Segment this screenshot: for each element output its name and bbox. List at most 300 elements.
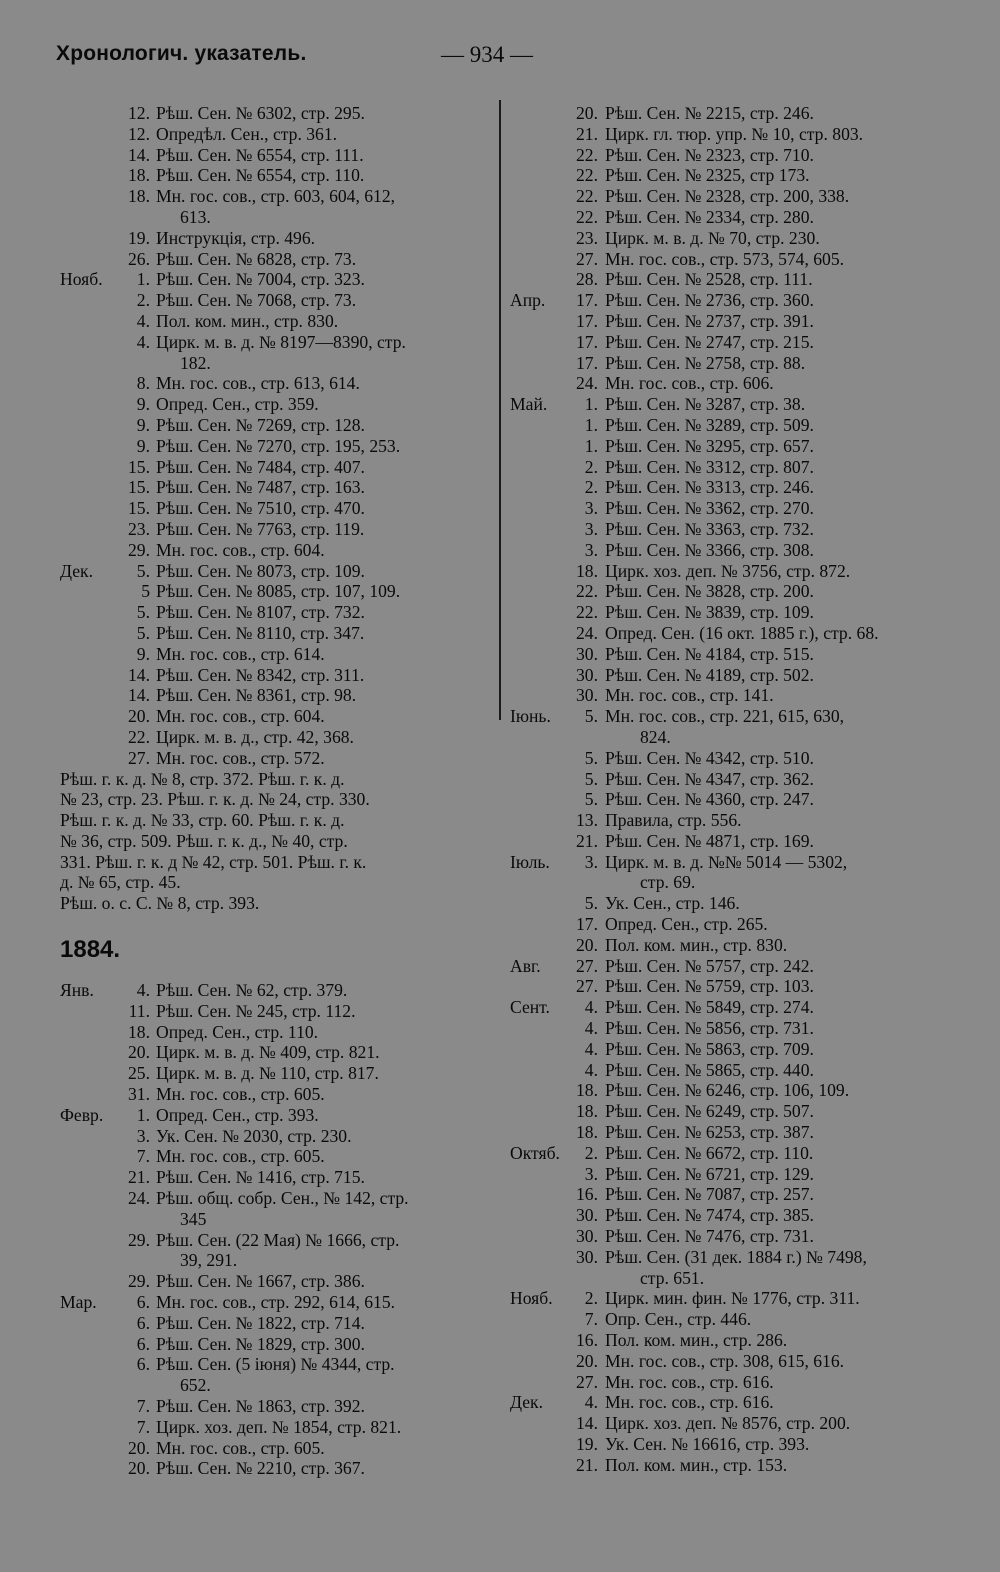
- entry-text: Рѣш. Сен. № 7270, стр. 195, 253.: [156, 435, 401, 456]
- entry-text: Рѣш. Сен. № 7763, стр. 119.: [156, 518, 365, 539]
- day-number: 15.: [128, 456, 150, 477]
- entry-text: Рѣш. Сен. № 5863, стр. 709.: [605, 1038, 814, 1059]
- entry-row: [60, 644, 500, 665]
- entry-row: [60, 540, 500, 561]
- day-number: 24.: [576, 622, 598, 643]
- day-number: 1.: [584, 394, 598, 415]
- day-number: 30.: [576, 1226, 598, 1247]
- entry-text: Рѣш. Сен. № 3289, стр. 509.: [605, 414, 814, 435]
- entry-text: Рѣш. Сен. № 7004, стр. 323.: [156, 269, 365, 290]
- day-number: 25.: [128, 1063, 150, 1084]
- entry-text: 652.: [180, 1375, 211, 1396]
- entry-text: Цирк. м. в. д., стр. 42, 368.: [156, 726, 354, 747]
- day-number: 22.: [128, 726, 150, 747]
- entry-text: Цирк. м. в. д. № 409, стр. 821.: [156, 1042, 380, 1063]
- paragraph-line: № 23, стр. 23. Рѣш. г. к. д. № 24, стр. 330.: [60, 789, 370, 810]
- entry-text: Рѣш. Сен. (22 Мая) № 1666, стр.: [156, 1229, 400, 1250]
- day-number: 7.: [584, 1309, 598, 1330]
- day-number: 1.: [584, 414, 598, 435]
- day-number: 3.: [584, 498, 598, 519]
- entry-row: [510, 1309, 950, 1330]
- day-number: 28.: [576, 269, 598, 290]
- entry-row: [60, 498, 500, 519]
- day-number: 6.: [136, 1333, 150, 1354]
- entry-text: Рѣш. Сен. № 2210, стр. 367.: [156, 1458, 365, 1479]
- entry-continuation: [60, 1250, 500, 1271]
- entry-row: [60, 1126, 500, 1147]
- entry-row: [510, 914, 950, 935]
- entry-text: Мн. гос. сов., стр. 605.: [156, 1437, 325, 1458]
- day-number: 18.: [128, 186, 150, 207]
- entry-text: Рѣш. Сен. № 1667, стр. 386.: [156, 1271, 365, 1292]
- entry-text: Цирк. м. в. д. № 70, стр. 230.: [605, 227, 820, 248]
- entry-text: Рѣш. Сен. № 3366, стр. 308.: [605, 539, 814, 560]
- day-number: 5.: [584, 789, 598, 810]
- entry-row: [510, 207, 950, 228]
- day-number: 23.: [128, 518, 150, 539]
- entry-text: Рѣш. Сен. № 6721, стр. 129.: [605, 1163, 814, 1184]
- entry-row: [60, 332, 500, 353]
- month-label: Іюнь.: [510, 706, 551, 727]
- entry-text: Рѣш. Сен. № 1829, стр. 300.: [156, 1333, 365, 1354]
- entry-text: Рѣш. Сен. № 4871, стр. 169.: [605, 830, 814, 851]
- day-number: 27.: [128, 747, 150, 768]
- right-column: [510, 103, 950, 1476]
- entry-text: Мн. гос. сов., стр. 573, 574, 605.: [605, 248, 845, 269]
- day-number: 20.: [576, 103, 598, 123]
- entry-text: Рѣш. Сен. № 5856, стр. 731.: [605, 1018, 814, 1039]
- entry-text: 182.: [180, 352, 211, 373]
- day-number: 21.: [576, 123, 598, 144]
- entry-row: [510, 1143, 950, 1164]
- entry-text: Мн. гос. сов., стр. 613, 614.: [156, 373, 360, 394]
- entry-row: [510, 1122, 950, 1143]
- entry-text: Рѣш. Сен. № 2737, стр. 391.: [605, 310, 814, 331]
- entry-continuation: [60, 1209, 500, 1230]
- day-number: 27.: [576, 976, 598, 997]
- left-entries-1883: [60, 103, 500, 769]
- day-number: 18.: [576, 1080, 598, 1101]
- day-number: 3.: [136, 1125, 150, 1146]
- entry-row: [60, 394, 500, 415]
- day-number: 21.: [576, 830, 598, 851]
- entry-text: Рѣш. Сен. № 7068, стр. 73.: [156, 290, 357, 311]
- entry-continuation: [60, 353, 500, 374]
- entry-row: [510, 1018, 950, 1039]
- day-number: 5.: [136, 560, 150, 581]
- entry-row: [60, 1188, 500, 1209]
- entry-row: [60, 1063, 500, 1084]
- day-number: 4.: [584, 1018, 598, 1039]
- entry-row: [60, 685, 500, 706]
- entry-text: Пол. ком. мин., стр. 153.: [605, 1454, 788, 1475]
- entry-text: Рѣш. Сен. № 8107, стр. 732.: [156, 602, 365, 623]
- entry-text: Рѣш. Сен. № 7087, стр. 257.: [605, 1184, 814, 1205]
- day-number: 1.: [136, 269, 150, 290]
- entry-text: Цирк. гл. тюр. упр. № 10, стр. 803.: [605, 123, 864, 144]
- day-number: 11.: [128, 1000, 150, 1021]
- entry-row: [60, 457, 500, 478]
- entry-row: [510, 457, 950, 478]
- month-label: Сент.: [510, 997, 550, 1018]
- day-number: 9.: [136, 414, 150, 435]
- entry-row: [510, 1288, 950, 1309]
- entry-row: [60, 436, 500, 457]
- day-number: 22.: [576, 144, 598, 165]
- day-number: 3.: [584, 851, 598, 872]
- entry-text: Опред. Сен., стр. 110.: [156, 1021, 319, 1042]
- paragraph-line: № 36, стр. 509. Рѣш. г. к. д., № 40, стр.: [60, 830, 348, 851]
- day-number: 5.: [584, 706, 598, 727]
- entry-text: Рѣш. Сен. № 3363, стр. 732.: [605, 518, 814, 539]
- entry-text: Рѣш. Сен. № 5759, стр. 103.: [605, 976, 814, 997]
- day-number: 5.: [136, 622, 150, 643]
- entry-row: [60, 145, 500, 166]
- entry-row: [510, 602, 950, 623]
- entry-text: Рѣш. Сен. № 245, стр. 112.: [156, 1000, 356, 1021]
- entry-continuation: [510, 872, 950, 893]
- month-label: Апр.: [510, 290, 546, 311]
- entry-text: Мн. гос. сов., стр. 605.: [156, 1084, 325, 1105]
- day-number: 6.: [136, 1292, 150, 1313]
- entry-text: Рѣш. Сен. № 3839, стр. 109.: [605, 602, 814, 623]
- month-label: Май.: [510, 394, 548, 415]
- entry-text: Мн. гос. сов., стр. 308, 615, 616.: [605, 1350, 845, 1371]
- entry-text: Рѣш. Сен. № 2325, стр 173.: [605, 165, 810, 186]
- entry-row: [60, 373, 500, 394]
- entry-row: [60, 980, 500, 1001]
- day-number: 3.: [584, 539, 598, 560]
- day-number: 31.: [128, 1084, 150, 1105]
- day-number: 26.: [128, 248, 150, 269]
- entry-row: [510, 1330, 950, 1351]
- entry-text: Ук. Сен. № 16616, стр. 393.: [605, 1434, 810, 1454]
- entry-row: [510, 1392, 950, 1413]
- entry-text: Пол. ком. мин., стр. 286.: [605, 1330, 788, 1351]
- entry-text: Правила, стр. 556.: [605, 810, 742, 831]
- day-number: 18.: [128, 1021, 150, 1042]
- month-label: Дек.: [510, 1392, 543, 1413]
- entry-row: [510, 623, 950, 644]
- month-label: Дек.: [60, 560, 93, 581]
- entry-text: Рѣш. Сен. № 4360, стр. 247.: [605, 789, 814, 810]
- day-number: 22.: [576, 186, 598, 207]
- entry-row: [60, 1146, 500, 1167]
- day-number: 21.: [128, 1167, 150, 1188]
- entry-row: [510, 436, 950, 457]
- entry-text: Рѣш. Сен. № 8342, стр. 311.: [156, 664, 365, 685]
- left-column: [60, 103, 500, 1479]
- day-number: 7.: [136, 1146, 150, 1167]
- entry-text: 824.: [640, 726, 671, 747]
- entry-row: [60, 1084, 500, 1105]
- day-number: 19.: [576, 1434, 598, 1454]
- day-number: 20.: [128, 1458, 150, 1479]
- entry-row: [510, 1205, 950, 1226]
- entry-row: [510, 373, 950, 394]
- entry-row: [60, 1396, 500, 1417]
- paragraph-line: д. № 65, стр. 45.: [60, 872, 181, 893]
- entry-row: [510, 540, 950, 561]
- page-number: — 934 —: [441, 42, 533, 67]
- day-number: 17.: [576, 290, 598, 311]
- entry-row: [60, 1313, 500, 1334]
- entry-text: Ук. Сен. № 2030, стр. 230.: [156, 1125, 352, 1146]
- entry-row: [510, 519, 950, 540]
- entry-continuation: [510, 727, 950, 748]
- entry-text: Рѣш. Сен. № 2328, стр. 200, 338.: [605, 186, 850, 207]
- entry-row: [510, 706, 950, 727]
- day-number: 29.: [128, 1271, 150, 1292]
- entry-row: [60, 1417, 500, 1438]
- entry-text: Рѣш. Сен. № 6672, стр. 110.: [605, 1142, 814, 1163]
- entry-row: [60, 623, 500, 644]
- entry-text: Мн. гос. сов., стр. 604.: [156, 539, 325, 560]
- entry-row: [510, 269, 950, 290]
- entry-text: Рѣш. Сен. № 6302, стр. 295.: [156, 103, 365, 123]
- entry-text: Мн. гос. сов., стр. 221, 615, 630,: [605, 706, 845, 727]
- right-entries: [510, 103, 950, 1476]
- entry-row: [510, 644, 950, 665]
- day-number: 9.: [136, 394, 150, 415]
- day-number: 4.: [584, 1392, 598, 1413]
- entry-row: [60, 1354, 500, 1375]
- entry-row: [510, 1080, 950, 1101]
- day-number: 20.: [576, 934, 598, 955]
- entry-row: [60, 1042, 500, 1063]
- entry-continuation: [60, 207, 500, 228]
- entry-text: Рѣш. Сен. № 6554, стр. 111.: [156, 144, 364, 165]
- day-number: 8.: [136, 373, 150, 394]
- day-number: 7.: [136, 1416, 150, 1437]
- day-number: 14.: [128, 144, 150, 165]
- day-number: 4.: [584, 1059, 598, 1080]
- paragraph-line: Рѣш. о. с. С. № 8, стр. 393.: [60, 893, 260, 914]
- entry-row: [60, 727, 500, 748]
- entry-row: [60, 665, 500, 686]
- entry-row: [510, 1351, 950, 1372]
- entry-text: Рѣш. Сен. № 5865, стр. 440.: [605, 1059, 814, 1080]
- day-number: 4.: [136, 310, 150, 331]
- entry-text: Мн. гос. сов., стр. 141.: [605, 685, 774, 706]
- day-number: 5.: [584, 768, 598, 789]
- entry-text: 39, 291.: [180, 1250, 238, 1271]
- entry-text: Рѣш. Сен. № 62, стр. 379.: [156, 980, 348, 1001]
- entry-text: Пол. ком. мин., стр. 830.: [605, 934, 788, 955]
- entry-row: [510, 145, 950, 166]
- entry-text: Рѣш. Сен. № 3362, стр. 270.: [605, 498, 814, 519]
- entry-text: стр. 651.: [640, 1267, 705, 1288]
- entry-row: [60, 581, 500, 602]
- entry-row: [510, 249, 950, 270]
- entry-text: Цирк. м. в. д. № 110, стр. 817.: [156, 1063, 379, 1084]
- paragraph-line: 331. Рѣш. г. к. д № 42, стр. 501. Рѣш. г. к.: [60, 851, 367, 872]
- day-number: 12.: [128, 123, 150, 144]
- entry-row: [510, 290, 950, 311]
- entry-row: [510, 935, 950, 956]
- entry-text: Рѣш. Сен. № 2747, стр. 215.: [605, 331, 814, 352]
- entry-row: [510, 311, 950, 332]
- day-number: 18.: [576, 560, 598, 581]
- entry-row: [60, 1167, 500, 1188]
- page-header: [56, 38, 576, 78]
- day-number: 29.: [128, 539, 150, 560]
- day-number: 13.: [576, 810, 598, 831]
- entry-text: Рѣш. Сен. № 3828, стр. 200.: [605, 581, 814, 602]
- day-number: 14.: [576, 1413, 598, 1434]
- day-number: 24.: [576, 373, 598, 394]
- entry-text: Рѣш. Сен. № 4184, стр. 515.: [605, 643, 814, 664]
- day-number: 20.: [128, 706, 150, 727]
- day-number: 15.: [128, 498, 150, 519]
- entry-row: [510, 1247, 950, 1268]
- day-number: 20.: [128, 1437, 150, 1458]
- entry-text: Опред. Сен., стр. 393.: [156, 1104, 319, 1125]
- entry-row: [60, 228, 500, 249]
- entry-row: [510, 956, 950, 977]
- entry-text: Мн. гос. сов., стр. 605.: [156, 1146, 325, 1167]
- entry-row: [510, 1455, 950, 1476]
- entry-text: Рѣш. Сен. № 7474, стр. 385.: [605, 1205, 814, 1226]
- entry-text: Рѣш. общ. собр. Сен., № 142, стр.: [156, 1188, 409, 1209]
- day-number: 3.: [584, 1163, 598, 1184]
- entry-text: Рѣш. Сен. № 1863, стр. 392.: [156, 1396, 365, 1417]
- entry-text: Цирк. хоз. деп. № 3756, стр. 872.: [605, 560, 851, 581]
- entry-row: [60, 415, 500, 436]
- day-number: 18.: [128, 165, 150, 186]
- day-number: 30.: [576, 1246, 598, 1267]
- day-number: 22.: [576, 206, 598, 227]
- entry-text: Рѣш. Сен. № 2215, стр. 246.: [605, 103, 814, 123]
- month-label: Іюль.: [510, 851, 550, 872]
- entry-text: Рѣш. Сен. № 7510, стр. 470.: [156, 498, 365, 519]
- day-number: 20.: [128, 1042, 150, 1063]
- day-number: 4.: [136, 980, 150, 1001]
- entry-text: Опред. Сен., стр. 359.: [156, 394, 319, 415]
- entry-text: Цирк. м. в. д. №№ 5014 — 5302,: [605, 851, 848, 872]
- day-number: 5: [141, 581, 150, 602]
- day-number: 17.: [576, 914, 598, 935]
- entry-row: [60, 602, 500, 623]
- day-number: 27.: [576, 955, 598, 976]
- entry-continuation: [60, 1375, 500, 1396]
- day-number: 9.: [136, 643, 150, 664]
- day-number: 12.: [128, 103, 150, 123]
- entry-row: [510, 1226, 950, 1247]
- entry-row: [510, 186, 950, 207]
- entry-row: [510, 1101, 950, 1122]
- day-number: 19.: [128, 227, 150, 248]
- entry-text: Инструкція, стр. 496.: [156, 227, 316, 248]
- day-number: 6.: [136, 1354, 150, 1375]
- day-number: 2.: [584, 1142, 598, 1163]
- entry-row: [60, 1438, 500, 1459]
- entry-text: Мн. гос. сов., стр. 616.: [605, 1392, 774, 1413]
- entry-row: [510, 748, 950, 769]
- entry-text: Цирк. мин. фин. № 1776, стр. 311.: [605, 1288, 860, 1309]
- day-number: 21.: [576, 1454, 598, 1475]
- entry-row: [60, 249, 500, 270]
- entry-text: Опред. Сен. (16 окт. 1885 г.), стр. 68.: [605, 622, 879, 643]
- entry-text: стр. 69.: [640, 872, 696, 893]
- month-label: Нояб.: [60, 269, 103, 290]
- entry-row: [510, 1372, 950, 1393]
- entry-row: [60, 290, 500, 311]
- entry-row: [510, 1164, 950, 1185]
- entry-text: Рѣш. Сен. № 3287, стр. 38.: [605, 394, 806, 415]
- paragraph-line: Рѣш. г. к. д. № 33, стр. 60. Рѣш. г. к. д.: [60, 810, 345, 831]
- day-number: 5.: [584, 747, 598, 768]
- entry-row: [510, 477, 950, 498]
- entry-text: Рѣш. Сен. № 2528, стр. 111.: [605, 269, 813, 290]
- entry-text: Опредѣл. Сен., стр. 361.: [156, 123, 338, 144]
- entry-row: [510, 685, 950, 706]
- month-label: Февр.: [60, 1104, 104, 1125]
- entry-row: [510, 665, 950, 686]
- day-number: 29.: [128, 1229, 150, 1250]
- entry-text: Цирк. хоз. деп. № 8576, стр. 200.: [605, 1413, 851, 1434]
- day-number: 2.: [136, 290, 150, 311]
- entry-text: Рѣш. Сен. № 3313, стр. 246.: [605, 477, 814, 498]
- entry-text: Рѣш. Сен. № 6246, стр. 106, 109.: [605, 1080, 850, 1101]
- day-number: 16.: [576, 1184, 598, 1205]
- day-number: 9.: [136, 435, 150, 456]
- entry-text: Мн. гос. сов., стр. 606.: [605, 373, 774, 394]
- entry-text: Рѣш. Сен. № 2758, стр. 88.: [605, 352, 806, 373]
- entry-text: Мн. гос. сов., стр. 572.: [156, 747, 325, 768]
- day-number: 17.: [576, 310, 598, 331]
- day-number: 6.: [136, 1312, 150, 1333]
- entry-text: 613.: [180, 206, 211, 227]
- day-number: 20.: [576, 1350, 598, 1371]
- entry-row: [60, 103, 500, 124]
- entry-text: Рѣш. Сен. № 5849, стр. 274.: [605, 997, 814, 1018]
- entry-row: [510, 893, 950, 914]
- entry-row: [510, 1413, 950, 1434]
- entry-text: Рѣш. Сен. № 7487, стр. 163.: [156, 477, 365, 498]
- left-entries-1884: [60, 980, 500, 1479]
- entry-row: [60, 311, 500, 332]
- paragraph-line: Рѣш. г. к. д. № 8, стр. 372. Рѣш. г. к. д.: [60, 768, 345, 789]
- month-label: Октяб.: [510, 1142, 560, 1163]
- entry-row: [510, 561, 950, 582]
- day-number: 18.: [576, 1122, 598, 1143]
- day-number: 18.: [576, 1101, 598, 1122]
- entry-text: Мн. гос. сов., стр. 614.: [156, 643, 325, 664]
- day-number: 14.: [128, 685, 150, 706]
- entry-text: Рѣш. Сен. (5 іюня) № 4344, стр.: [156, 1354, 395, 1375]
- day-number: 7.: [136, 1396, 150, 1417]
- entry-text: Опред. Сен., стр. 265.: [605, 914, 768, 935]
- entry-text: Рѣш. Сен. № 6253, стр. 387.: [605, 1122, 814, 1143]
- day-number: 27.: [576, 248, 598, 269]
- entry-row: [510, 394, 950, 415]
- entry-row: [510, 165, 950, 186]
- day-number: 22.: [576, 602, 598, 623]
- entry-row: [60, 124, 500, 145]
- entry-row: [60, 1105, 500, 1126]
- month-label: Мар.: [60, 1292, 97, 1313]
- day-number: 1.: [584, 435, 598, 456]
- entry-text: Мн. гос. сов., стр. 292, 614, 615.: [156, 1292, 396, 1313]
- entry-row: [60, 1334, 500, 1355]
- entry-text: Мн. гос. сов., стр. 604.: [156, 706, 325, 727]
- entry-row: [60, 1458, 500, 1479]
- entry-row: [60, 561, 500, 582]
- day-number: 2.: [584, 456, 598, 477]
- entry-text: Цирк. хоз. деп. № 1854, стр. 821.: [156, 1416, 402, 1437]
- entry-row: [510, 997, 950, 1018]
